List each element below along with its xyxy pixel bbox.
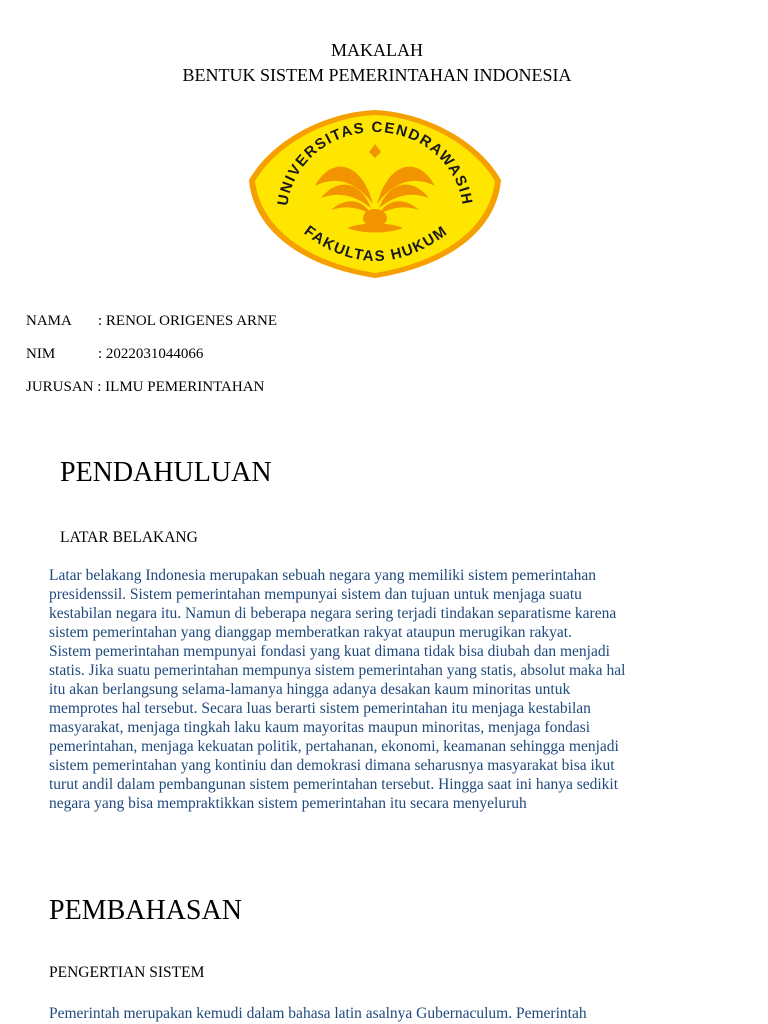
document-title <box>0 38 754 88</box>
paragraph-2: Sistem pemerintahan mempunyai fondasi yang kuat dimana tidak bisa diubah dan menjadi statis. Jika suatu pemerintahan mempunya sistem pemerintahan yang statis, absolut maka hal itu akan berlangsung selama-lamanya hingga adanya desakan kaum minoritas untuk memprotes hal tersebut. Secara luas berarti sistem pemerintahan itu menjaga kestabilan masyarakat, menjaga tingkah laku kaum mayoritas maupun minoritas, menjaga fondasi pemerintahan, menjaga kekuatan politik, pertahanan, ekonomi, keamanan sehingga menjadi sistem pemerintahan yang kontiniu dan demokrasi dimana seharusnya masyarakat bisa ikut turut andil dalam pembangunan sistem pemerintahan tersebut. Hingga saat ini hanya sedikit negara yang bisa mempraktikkan sistem pemerintahan itu secara menyeluruh <box>49 643 626 812</box>
nama-label: NAMA <box>26 313 72 329</box>
heading-pembahasan: PEMBAHASAN <box>49 895 242 926</box>
jurusan-row <box>26 379 264 396</box>
paragraph-3: Pemerintah merupakan kemudi dalam bahasa latin asalnya Gubernaculum. Pemerintah <box>49 1005 587 1022</box>
pengertian-sistem-text <box>49 1004 639 1023</box>
title-line-2: BENTUK SISTEM PEMERINTAHAN INDONESIA <box>182 65 572 85</box>
nim-label: NIM <box>26 346 56 362</box>
jurusan-label: JURUSAN <box>26 379 94 395</box>
nim-row <box>26 346 203 363</box>
heading-pendahuluan: PENDAHULUAN <box>60 457 272 488</box>
nama-row <box>26 313 277 330</box>
university-seal-icon <box>247 108 503 280</box>
subheading-latar-belakang: LATAR BELAKANG <box>60 529 198 546</box>
jurusan-value: : ILMU PEMERINTAHAN <box>97 379 265 395</box>
title-line-1: MAKALAH <box>331 40 423 60</box>
nim-value: : 2022031044066 <box>98 346 204 362</box>
subheading-pengertian-sistem: PENGERTIAN SISTEM <box>49 964 205 981</box>
seal-text-bottom: FAKULTAS HUKUM <box>300 222 452 266</box>
latar-belakang-text <box>49 566 639 813</box>
nama-value: : RENOL ORIGENES ARNE <box>98 313 278 329</box>
seal-text-top: UNIVERSITAS CENDRAWASIH <box>274 118 476 207</box>
paragraph-1: Latar belakang Indonesia merupakan sebuah negara yang memiliki sistem pemerintahan presidenssil. Sistem pemerintahan mempunyai sistem dan tujuan untuk menjaga suatu kestabilan negara itu. Namun di beberapa negara sering terjadi tindakan separatisme karena sistem pemerintahan yang dianggap memberatkan rakyat ataupun merugikan rakyat. <box>49 567 617 641</box>
